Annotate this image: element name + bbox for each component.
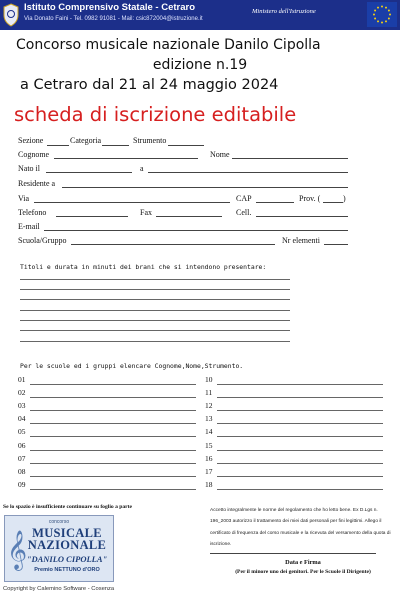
cap-field[interactable]: [256, 202, 294, 203]
telefono-label: Telefono: [18, 208, 47, 217]
via-field[interactable]: [34, 202, 230, 203]
row-number: 02: [18, 388, 26, 398]
member-line[interactable]: [217, 410, 383, 411]
row-number: 04: [18, 414, 26, 424]
member-line[interactable]: [217, 423, 383, 424]
contest-title: Concorso musicale nazionale Danilo Cipolla: [16, 37, 321, 53]
member-line[interactable]: [30, 410, 196, 411]
row-number: 15: [205, 440, 213, 450]
categoria-field[interactable]: [102, 145, 129, 146]
member-line[interactable]: [30, 489, 196, 490]
ministry-label: Ministero dell'Istruzione: [252, 8, 316, 15]
brano-line[interactable]: [20, 299, 290, 300]
row-number: 13: [205, 414, 213, 424]
member-line[interactable]: [217, 463, 383, 464]
a-label: a: [140, 164, 144, 173]
email-field[interactable]: [44, 230, 348, 231]
sezione-label: Sezione: [18, 136, 44, 145]
prov-close: ): [343, 194, 346, 203]
treble-clef-icon: 𝄞: [7, 530, 28, 570]
signature-subtitle: (Per il minore uno dei genitori. Per le Scuole il Dirigente): [235, 569, 371, 575]
telefono-field[interactable]: [56, 216, 128, 217]
member-line[interactable]: [217, 384, 383, 385]
contest-logo: [4, 515, 114, 582]
row-number: 09: [18, 479, 26, 489]
strumento-field[interactable]: [168, 145, 204, 146]
dates-title: a Cetraro dal 21 al 24 maggio 2024: [20, 77, 279, 93]
luogo-nascita-field[interactable]: [148, 172, 348, 173]
strumento-label: Strumento: [133, 136, 167, 145]
member-line[interactable]: [30, 436, 196, 437]
nr-elementi-label: Nr elementi: [282, 236, 320, 245]
prov-field[interactable]: [323, 202, 343, 203]
row-number: 06: [18, 440, 26, 450]
edition-title: edizione n.19: [152, 57, 248, 73]
row-number: 10: [205, 375, 213, 384]
brano-line[interactable]: [20, 320, 290, 321]
row-number: 18: [205, 479, 213, 489]
member-line[interactable]: [217, 397, 383, 398]
categoria-label: Categoria: [70, 136, 102, 145]
brano-line[interactable]: [20, 330, 290, 331]
row-number: 07: [18, 453, 26, 463]
row-number: 16: [205, 453, 213, 463]
prov-label: Prov. (: [299, 194, 321, 203]
space-note: Se lo spazio è insufficiente continuare su foglio a parte: [3, 504, 133, 510]
school-name: Istituto Comprensivo Statale - Cetraro: [24, 2, 196, 13]
row-number: 05: [18, 427, 26, 437]
member-line[interactable]: [217, 436, 383, 437]
signature-line[interactable]: [210, 553, 376, 554]
scuola-gruppo-field[interactable]: [71, 244, 275, 245]
member-line[interactable]: [30, 450, 196, 451]
member-line[interactable]: [30, 384, 196, 385]
row-number: 17: [205, 466, 213, 476]
row-number: 01: [18, 375, 26, 384]
logo-main-text: [19, 527, 114, 551]
fax-field[interactable]: [156, 216, 222, 217]
logo-main-line1: MUSICALE: [32, 526, 102, 540]
row-number: 14: [205, 427, 213, 437]
brano-line[interactable]: [20, 279, 290, 280]
fax-label: Fax: [140, 208, 152, 217]
form-heading: scheda di iscrizione editabile: [14, 103, 297, 126]
row-number: 03: [18, 401, 26, 411]
sezione-field[interactable]: [47, 145, 69, 146]
member-line[interactable]: [217, 450, 383, 451]
legal-text: Accetto integralmente le norme del regolamento che ho letto bene. Ex D.Lgs n. 196_2003 autorizzo il trattamento dei miei dati personali per fini legittimi. Allego il certificato di frequenza del corso musicale e la ricevuta del versamento della quota di iscrizione.: [210, 508, 391, 547]
logo-prize-text: Premio NETTUNO d'ORO: [34, 567, 100, 573]
member-line[interactable]: [30, 423, 196, 424]
member-line[interactable]: [217, 476, 383, 477]
seal-icon: [2, 3, 20, 27]
brano-line[interactable]: [20, 341, 290, 342]
member-line[interactable]: [30, 397, 196, 398]
school-header: [0, 0, 400, 30]
cell-label: Cell.: [236, 208, 252, 217]
email-label: E-mail: [18, 222, 40, 231]
logo-top-text: concorso: [48, 519, 70, 525]
row-number: 12: [205, 401, 213, 411]
logo-main-line2: NAZIONALE: [27, 538, 107, 552]
cognome-label: Cognome: [18, 150, 50, 159]
school-address: Via Donato Faini - Tel. 0982 91081 - Mail: csic872004@istruzione.it: [24, 16, 203, 22]
member-line[interactable]: [30, 463, 196, 464]
nome-field[interactable]: [232, 158, 348, 159]
gruppi-label: Per le scuole ed i gruppi elencare Cognome,Nome,Strumento.: [20, 362, 244, 370]
cap-label: CAP: [236, 194, 252, 203]
member-line[interactable]: [217, 489, 383, 490]
row-number: 11: [205, 388, 213, 398]
signature-title: Data e Firma: [285, 559, 321, 566]
member-line[interactable]: [30, 476, 196, 477]
cognome-field[interactable]: [54, 158, 198, 159]
brano-line[interactable]: [20, 310, 290, 311]
eu-flag-icon: [367, 2, 397, 27]
residente-field[interactable]: [62, 187, 348, 188]
nato-il-label: Nato il: [18, 164, 40, 173]
brani-label: Titoli e durata in minuti dei brani che si intendono presentare:: [20, 263, 267, 271]
scuola-gruppo-label: Scuola/Gruppo: [18, 236, 67, 245]
nato-il-field[interactable]: [46, 172, 132, 173]
nr-elementi-field[interactable]: [324, 244, 348, 245]
residente-label: Residente a: [18, 179, 56, 188]
via-label: Via: [18, 194, 30, 203]
copyright-text: Copyright by Calemino Software - Cosenza: [3, 586, 115, 592]
cell-field[interactable]: [256, 216, 348, 217]
brano-line[interactable]: [20, 289, 290, 290]
row-number: 08: [18, 466, 26, 476]
nome-label: Nome: [210, 150, 230, 159]
logo-name-text: "DANILO CIPOLLA": [26, 554, 108, 564]
